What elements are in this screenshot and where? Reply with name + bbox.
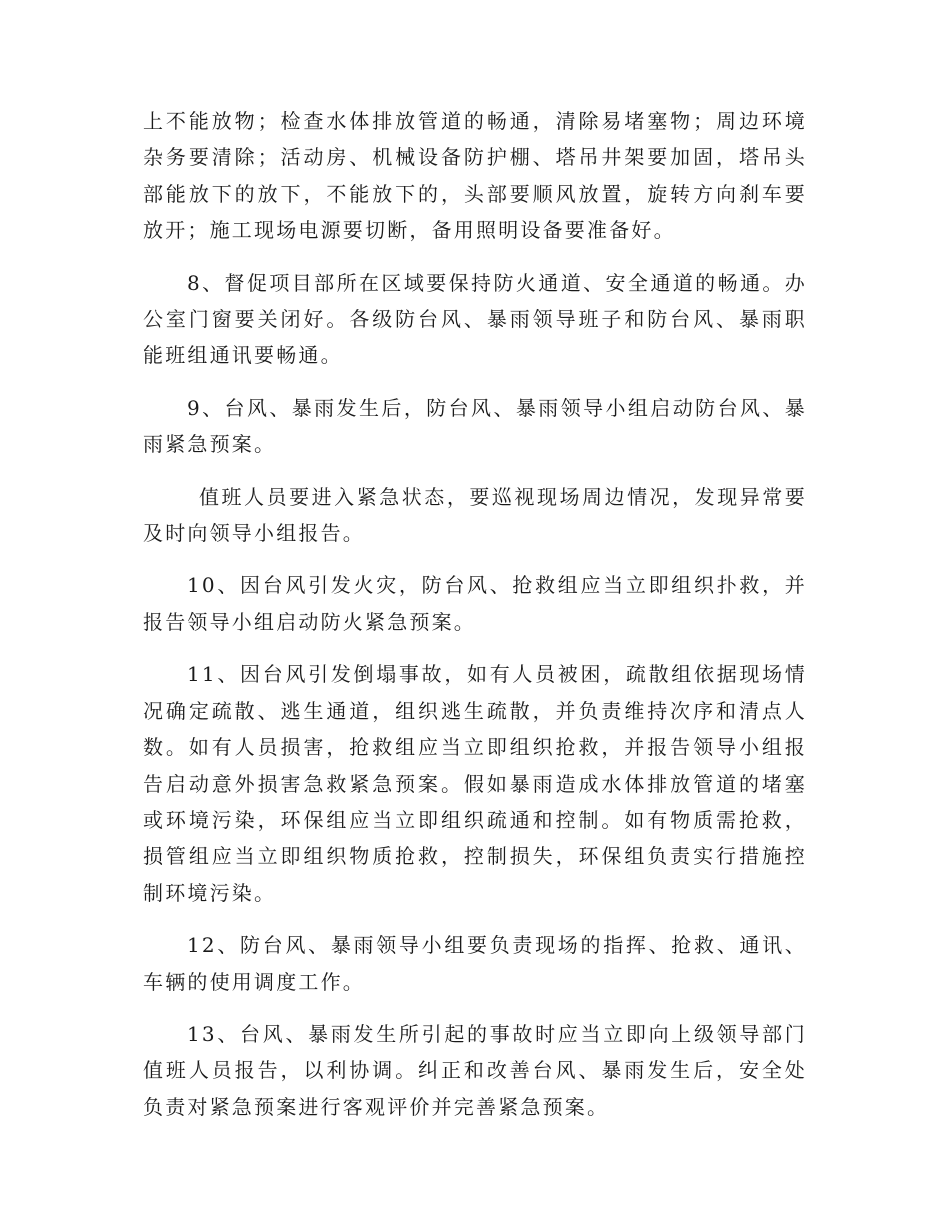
paragraph-continuation: 上不能放物；检查水体排放管道的畅通，清除易堵塞物；周边环境杂务要清除；活动房、机械设备防护棚、塔吊井架要加固，塔吊头部能放下的放下，不能放下的，头部要顺风放置，旋转方向刹车要放开；施工现场电源要切断，备用照明设备要准备好。 [143,109,807,243]
paragraph-item-12: 12、防台风、暴雨领导小组要负责现场的指挥、抢救、通讯、车辆的使用调度工作。 [143,933,807,994]
document-body [143,103,807,1141]
paragraph-item-13: 13、台风、暴雨发生所引起的事故时应当立即向上级领导部门值班人员报告，以利协调。纠正和改善台风、暴雨发生后，安全处负责对紧急预案进行客观评价并完善紧急预案。 [143,1021,807,1119]
paragraph-item-9: 9、台风、暴雨发生后，防台风、暴雨领导小组启动防台风、暴雨紧急预案。 [143,395,807,457]
paragraph-item-10: 10、因台风引发火灾，防台风、抢救组应当立即组织扑救，并报告领导小组启动防火紧急预案。 [143,573,807,634]
paragraph-item-8: 8、督促项目部所在区域要保持防火通道、安全通道的畅通。办公室门窗要关闭好。各级防台风、暴雨领导班子和防台风、暴雨职能班组通讯要畅通。 [143,270,807,368]
paragraph-item-11: 11、因台风引发倒塌事故，如有人员被困，疏散组依据现场情况确定疏散、逃生通道，组织逃生疏散，并负责维持次序和清点人数。如有人员损害，抢救组应当立即组织抢救，并报告领导小组报告启动意外损害急救紧急预案。假如暴雨造成水体排放管道的堵塞或环境污染，环保组应当立即组织疏通和控制。如有物质需抢救，损管组应当立即组织物质抢救，控制损失，环保组负责实行措施控制环境污染。 [143,662,807,905]
paragraph-duty-staff: 值班人员要进入紧急状态，要巡视现场周边情况，发现异常要及时向领导小组报告。 [143,484,807,546]
